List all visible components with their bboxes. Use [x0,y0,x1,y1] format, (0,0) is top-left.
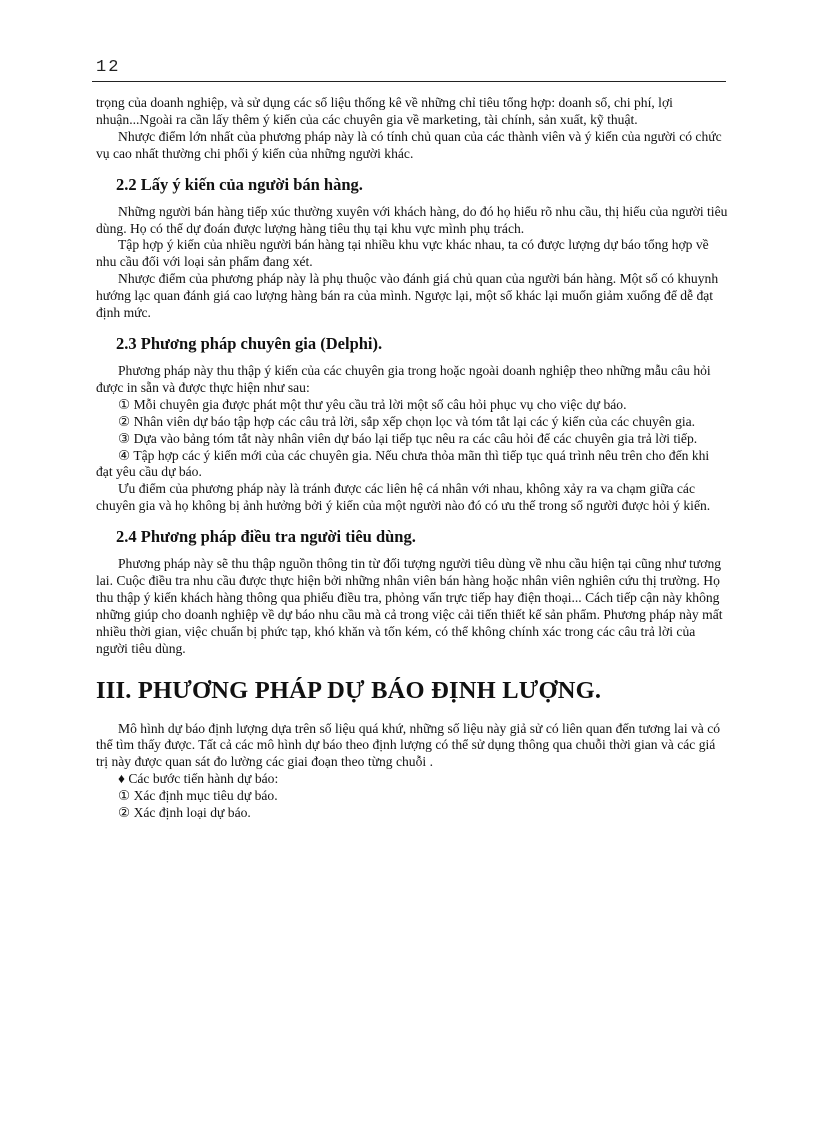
section-2-3-step-2: ② Nhân viên dự báo tập hợp các câu trả lời, sắp xếp chọn lọc và tóm tắt lại các ý kiến của các chuyên gia. [118,413,696,429]
header-rule [92,81,726,82]
page-number: 12 [96,58,121,77]
section-2-2-paragraph-3: Nhược điểm của phương pháp này là phụ thuộc vào đánh giá chủ quan của người bán hàng. Một số có khuynh hướng lạc quan đánh giá cao lượng hàng bán ra của mình. Ngược lại, một số khác lại muốn giảm xuống để dễ đạt định mức. [96,271,719,321]
section-2-3-step-1: ① Mỗi chuyên gia được phát một thư yêu cầu trả lời một số câu hỏi phục vụ cho việc dự báo. [118,396,627,412]
section-2-2-heading: 2.2 Lấy ý kiến của người bán hàng. [116,174,363,194]
section-2-2-paragraph-1: Những người bán hàng tiếp xúc thường xuyên với khách hàng, do đó họ hiểu rõ nhu cầu, thị hiếu của người tiêu dùng. Họ có thể dự đoán được lượng hàng tiêu thụ tại khu vực mình phụ trách. [96,203,728,236]
section-2-4-paragraph-1: Phương pháp này sẽ thu thập nguồn thông tin từ đối tượng người tiêu dùng về nhu cầu hiện tại cũng như tương lai. Cuộc điều tra nhu cầu được thực hiện bởi những nhân viên bán hàng hoặc nhân viên nghiên cứu thị trường. Họ thu thập ý kiến khách hàng thông qua phiếu điều tra, phỏng vấn trực tiếp hay điện thoại... Cách tiếp cận này không những giúp cho doanh nghiệp về dự báo nhu cầu mà cả trong việc cải tiến thiết kế sản phẩm. Phương pháp này mất nhiều thời gian, việc chuẩn bị phức tạp, khó khăn và tốn kém, có thể không chính xác trong các câu trả lời của người tiêu dùng. [96,556,723,656]
section-2-4-heading: 2.4 Phương pháp điều tra người tiêu dùng. [116,527,416,547]
section-3-paragraph-1: Mô hình dự báo định lượng dựa trên số liệu quá khứ, những số liệu này giả sử có liên quan đến tương lai và có thể tìm thấy được. Tất cả các mô hình dự báo theo định lượng có thể sử dụng thông qua chuỗi thời gian và các giá trị này được quan sát đo lường các giai đoạn theo từng chuỗi . [96,720,721,770]
section-2-2-paragraph-2: Tập hợp ý kiến của nhiều người bán hàng tại nhiều khu vực khác nhau, ta có được lượng dự báo tổng hợp về nhu cầu đối với loại sản phẩm đang xét. [96,237,709,270]
section-2-3-paragraph-1: Phương pháp này thu thập ý kiến của các chuyên gia trong hoặc ngoài doanh nghiệp theo những mẫu câu hỏi được in sẵn và được thực hiện như sau: [96,362,711,395]
section-3-step-2: ② Xác định loại dự báo. [118,805,251,821]
section-3-bullet: ♦ Các bước tiến hành dự báo: [118,771,279,787]
page-content [96,95,728,822]
section-2-3-step-4: ④ Tập hợp các ý kiến mới của các chuyên gia. Nếu chưa thỏa mãn thì tiếp tục quá trình nêu trên cho đến khi đạt yêu cầu dự báo. [96,447,710,480]
intro-paragraph-2: Nhược điểm lớn nhất của phương pháp này là có tính chủ quan của các thành viên và ý kiến của người có chức vụ cao nhất thường chi phối ý kiến của những người khác. [96,128,722,161]
section-3-heading: III. PHƯƠNG PHÁP DỰ BÁO ĐỊNH LƯỢNG. [96,676,602,704]
section-2-3-step-3: ③ Dựa vào bảng tóm tắt này nhân viên dự báo lại tiếp tục nêu ra các câu hỏi để các chuyên gia trả lời tiếp. [118,430,698,446]
section-3-step-1: ① Xác định mục tiêu dự báo. [118,788,278,804]
intro-paragraph-1: trọng của doanh nghiệp, và sử dụng các số liệu thống kê về những chỉ tiêu tổng hợp: doanh số, chi phí, lợi nhuận...Ngoài ra cần lấy thêm ý kiến của các chuyên gia về marketing, tài chính, sản xuất, kỹ thuật. [96,95,673,127]
section-2-3-heading: 2.3 Phương pháp chuyên gia (Delphi). [116,333,383,353]
section-2-3-paragraph-2: Ưu điểm của phương pháp này là tránh được các liên hệ cá nhân với nhau, không xảy ra va chạm giữa các chuyên gia và họ không bị ảnh hưởng bởi ý kiến của một người nào đó có ưu thế trong số người được hỏi ý kiến. [96,481,711,514]
